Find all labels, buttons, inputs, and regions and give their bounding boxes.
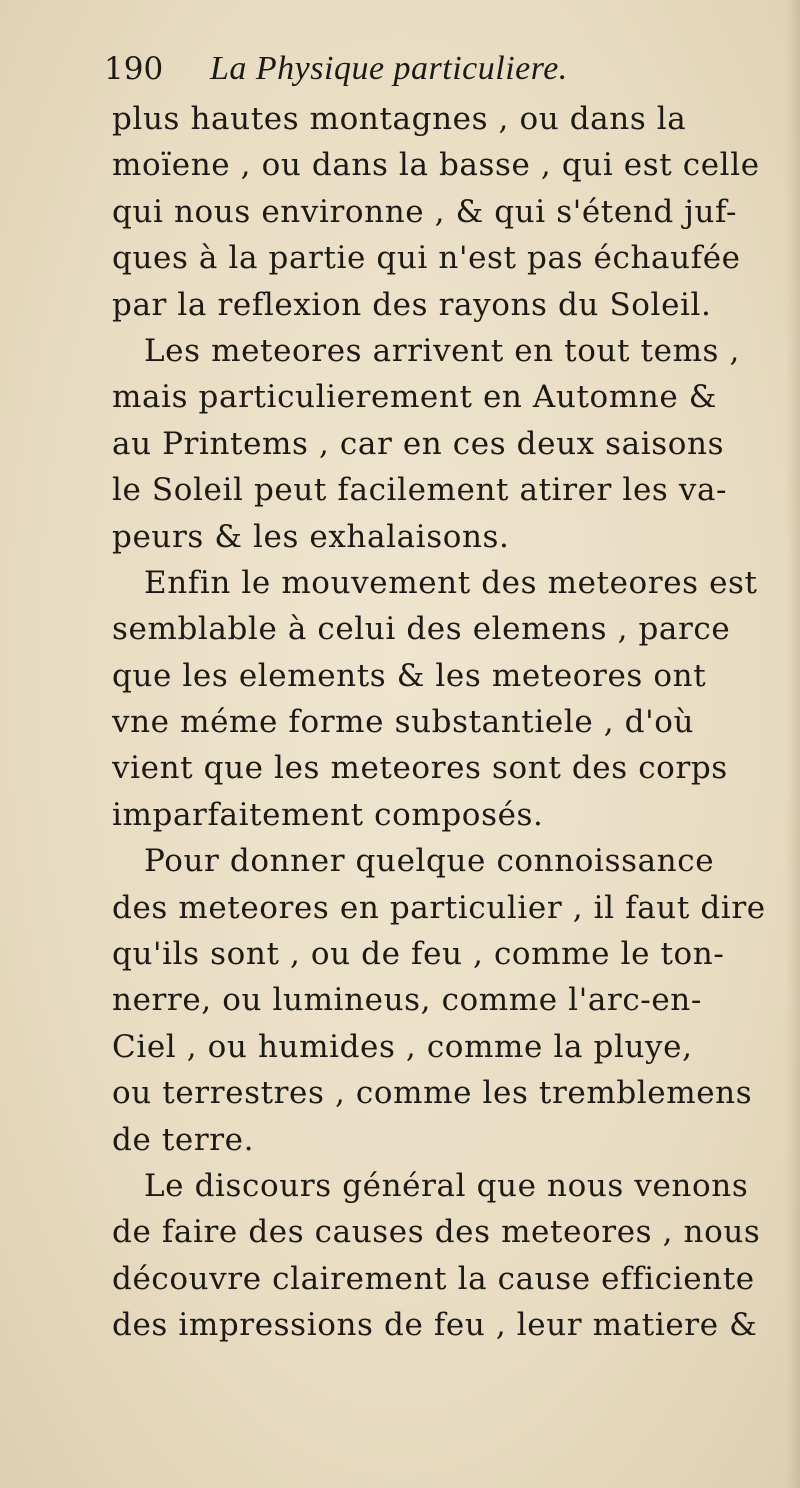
text-line: Pour donner quelque connoissance xyxy=(144,843,715,880)
text-line: Les meteores arrivent en tout tems , xyxy=(144,332,740,369)
page-number: 190 xyxy=(104,51,164,87)
text-line: vne méme forme substantiele , d'où xyxy=(112,704,695,741)
text-line: mais particulierement en Automne & xyxy=(112,379,717,416)
text-line: au Printems , car en ces deux saisons xyxy=(112,425,725,462)
text-line: Le discours général que nous venons xyxy=(144,1167,749,1204)
text-line: Enfin le mouvement des meteores est xyxy=(144,564,758,601)
text-line: que les elements & les meteores ont xyxy=(112,657,707,694)
page-edge-shadow xyxy=(786,0,800,1488)
text-line: imparfaitement composés. xyxy=(112,796,544,833)
text-line: peurs & les exhalaisons. xyxy=(112,518,510,555)
text-line: qu'ils sont , ou de feu , comme le ton- xyxy=(112,936,725,973)
running-head xyxy=(104,46,704,92)
text-line: nerre, ou lumineus, comme l'arc-en- xyxy=(112,982,702,1019)
text-line: le Soleil peut facilement atirer les va- xyxy=(112,472,728,509)
text-line: Ciel , ou humides , comme la pluye, xyxy=(112,1028,693,1065)
text-line: ou terrestres , comme les tremblemens xyxy=(112,1075,753,1112)
text-line: par la reflexion des rayons du Soleil. xyxy=(112,286,712,323)
running-title: La Physique particuliere. xyxy=(210,50,568,87)
body-text xyxy=(112,96,788,1349)
text-line: plus hautes montagnes , ou dans la xyxy=(112,101,687,137)
text-line: découvre clairement la cause efficiente xyxy=(112,1260,755,1297)
text-line: des meteores en particulier , il faut dire xyxy=(112,889,766,926)
text-line: qui nous environne , & qui s'étend juf- xyxy=(112,193,738,230)
text-line: semblable à celui des elemens , parce xyxy=(112,611,731,648)
text-line: vient que les meteores sont des corps xyxy=(112,750,728,787)
text-line: de terre. xyxy=(112,1121,255,1158)
text-line: ques à la partie qui n'est pas échaufée xyxy=(112,240,741,277)
text-line: moïene , ou dans la basse , qui est celle xyxy=(112,147,760,184)
text-line: des impressions de feu , leur matiere & xyxy=(112,1307,758,1344)
text-line: de faire des causes des meteores , nous xyxy=(112,1214,761,1251)
